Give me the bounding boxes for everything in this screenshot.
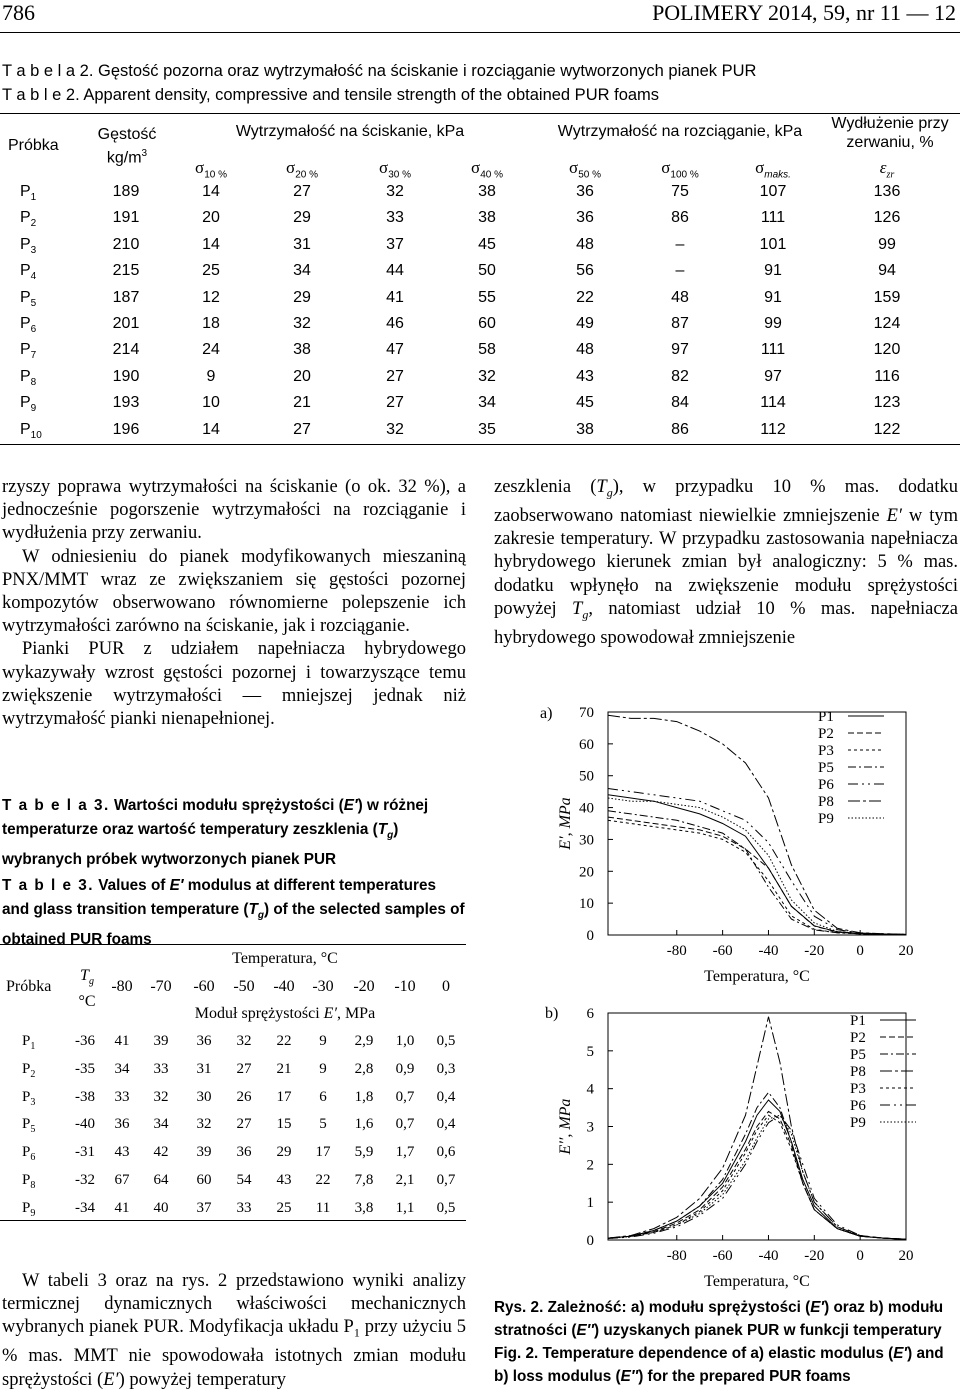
table2-sigma-header: $\sigma_{maks.}$ <box>755 158 791 181</box>
table3-cell: 36 <box>114 1116 130 1133</box>
journal-header: POLIMERY 2014, 59, nr 11 — 12 <box>652 0 956 25</box>
table2-cell: 86 <box>671 420 689 438</box>
table3-row-label: $P_8$ <box>22 1172 36 1191</box>
table2-cell: 32 <box>478 367 496 385</box>
table2-header-sample: Próbka <box>8 137 59 154</box>
table2-cell: 196 <box>112 420 140 438</box>
table2-cell: 38 <box>293 341 311 359</box>
table2-cell: 34 <box>293 262 311 280</box>
table2-cell: 10 <box>202 394 220 412</box>
table3-cell: 0,7 <box>395 1116 415 1133</box>
table3-cell: 17 <box>276 1088 292 1105</box>
figure-caption-pl: Rys. 2. Zależność: a) modułu sprężystości (E′) oraz b) modułu stratności (E′′) uzyskanych pianek PUR w funkcji temperatury <box>494 1299 944 1339</box>
table2-cell: – <box>675 262 685 280</box>
table3-header-sample: Próbka <box>6 978 52 995</box>
chart-legend-label: P2 <box>818 726 834 742</box>
table3-tg-cell: -32 <box>75 1172 95 1188</box>
table3-cell: 36 <box>196 1033 212 1049</box>
table2-cell: 38 <box>576 420 594 438</box>
chart-x-tick-label: 20 <box>898 1248 914 1264</box>
table2-cell: 27 <box>386 367 404 385</box>
table2-cell: 91 <box>764 288 782 306</box>
table3-temp-header: -30 <box>312 978 334 995</box>
table3-cell: 0,4 <box>436 1116 456 1133</box>
table3-cell: 30 <box>196 1088 212 1105</box>
table3-cell: 2,1 <box>395 1172 415 1188</box>
chart-series-line-p9 <box>608 1115 906 1239</box>
table3-cell: 33 <box>153 1060 169 1077</box>
table3-cell: 1,8 <box>354 1088 374 1105</box>
table2-cell: 114 <box>760 394 786 412</box>
table3-tg-cell: -38 <box>75 1088 95 1105</box>
table3-bottom-rule <box>0 1220 466 1221</box>
table2-cell: 97 <box>671 341 689 359</box>
table2-cell: 50 <box>478 262 496 280</box>
table2-header-density-unit: $kg/m^3$ <box>106 148 148 167</box>
table2-cell: 94 <box>878 262 896 280</box>
chart-series-line-p2 <box>608 817 906 935</box>
table3-label-en: T a b l e 3. <box>2 877 94 894</box>
chart-x-tick-label: -20 <box>804 1248 825 1264</box>
table2-cell: 24 <box>202 341 220 359</box>
table3-cell: 9 <box>319 1060 327 1077</box>
chart-y-tick-label: 30 <box>579 832 594 849</box>
table3-tg-cell: -31 <box>75 1144 95 1161</box>
chart-series-line-p3 <box>608 1115 906 1239</box>
table3-cell: 1,7 <box>395 1144 415 1161</box>
table3-temp-header: -70 <box>150 978 172 995</box>
table2-cell: 201 <box>112 315 140 332</box>
chart-panel-label: b) <box>545 1005 559 1022</box>
table3-cell: 54 <box>236 1172 252 1188</box>
table3-row-label: $P_2$ <box>22 1060 36 1080</box>
table3-cell: 37 <box>196 1199 212 1216</box>
table3-cell: 22 <box>276 1033 292 1049</box>
chart-x-tick-label: -20 <box>804 943 825 959</box>
table2-row-label: $P_8$ <box>20 367 37 388</box>
table3-cell: 15 <box>276 1116 292 1133</box>
table3-cell: 60 <box>196 1172 212 1188</box>
table3-cell: 41 <box>114 1199 130 1216</box>
chart-x-tick-label: 0 <box>856 943 864 959</box>
paragraph-right-1: zeszklenia $(T_g)$, w przypadku 10 % mas. dodatku zaobserwowano natomiast niewielkie zmniejszenie E′ w tym zakresie temperatury. W przypadku zastosowania napełniacza hybrydowego kierunek zmian był analogiczny: 5 % mas. dodatku wpłynęło na zwiększenie modułu sprężystości powyżej $T_g$, natomiast udział 10 % mas. napełniacza hybrydowego spowodował zmniejszenie <box>494 477 958 648</box>
table2-cell: 38 <box>478 209 496 227</box>
table2-cell: 44 <box>386 262 404 280</box>
table2-cell: 120 <box>873 341 901 359</box>
table2-header-elongation: Wydłużenie przy zerwaniu, % <box>831 115 949 151</box>
chart-panel-label: a) <box>540 705 553 722</box>
table3-cell: 6 <box>319 1088 327 1105</box>
table3-temp-header: -40 <box>273 978 295 995</box>
chart-legend-label: P5 <box>818 760 834 776</box>
table2-cell: 14 <box>202 235 220 253</box>
table3-cell: 1,0 <box>395 1033 415 1049</box>
table2-caption-en <box>2 86 659 105</box>
table3-cell: 26 <box>236 1088 252 1105</box>
chart-x-tick-label: -40 <box>758 943 779 959</box>
table3-cell: 5 <box>319 1116 327 1133</box>
table2-cell: 107 <box>759 183 787 200</box>
table2-sigma-header: $\sigma_{30 \%}$ <box>379 158 411 181</box>
table3-cell: 0,5 <box>436 1199 456 1216</box>
chart-x-tick-label: 20 <box>898 943 914 959</box>
table2-cell: 55 <box>478 288 496 306</box>
table2-cell: 27 <box>386 394 404 412</box>
chart-y-tick-label: 1 <box>586 1195 594 1212</box>
table2-row-label: $P_7$ <box>20 341 37 362</box>
chart-x-tick-label: 0 <box>856 1248 864 1264</box>
chart-y-tick-label: 10 <box>579 896 594 913</box>
table3-cell: 32 <box>196 1116 212 1133</box>
table2-cell: 27 <box>293 420 311 438</box>
table2-sigma-header: $\sigma_{20 \%}$ <box>286 158 318 181</box>
table3-tg-cell: -36 <box>75 1033 95 1049</box>
table3-row-label: $P_6$ <box>22 1144 36 1164</box>
table2-cell: 191 <box>112 209 140 227</box>
table2-row-label: $P_1$ <box>20 183 37 204</box>
table2-cell: 14 <box>202 420 220 438</box>
table2-cell: 126 <box>873 209 901 227</box>
table2-cell: 82 <box>671 367 689 385</box>
table3-cell: 31 <box>196 1060 212 1077</box>
table2-cell: 214 <box>112 341 140 359</box>
chart-x-tick-label: -80 <box>666 943 687 959</box>
table2-cell: 116 <box>874 367 900 385</box>
table3-caption-en: T a b l e 3. Values of E′ modulus at different temperatures and glass transition temperature $(T_g)$ of the selected samples of obtained PUR foams <box>2 877 465 949</box>
table2-epsilon-header: $\varepsilon_{zr}$ <box>879 158 895 181</box>
chart-y-tick-label: 6 <box>586 1006 594 1022</box>
table2-cell: 48 <box>671 288 689 306</box>
table3-cell: 34 <box>153 1116 169 1133</box>
chart-y-tick-label: 20 <box>579 864 594 881</box>
table2-cell: 123 <box>873 394 901 412</box>
table2-cell: 18 <box>202 315 220 332</box>
chart-y-tick-label: 4 <box>586 1081 594 1098</box>
table2-cell: 45 <box>478 235 496 253</box>
table3-cell: 1,1 <box>395 1199 415 1216</box>
table2-cell: 97 <box>764 367 782 385</box>
chart-series-line-p5 <box>608 811 906 935</box>
table2-cell: 124 <box>873 315 901 332</box>
table2-row-label: $P_{10}$ <box>20 420 42 441</box>
table2-cell: 99 <box>878 235 896 253</box>
table3-cell: 0,9 <box>395 1060 415 1077</box>
table2-row-label: $P_2$ <box>20 209 37 230</box>
chart-legend-label: P8 <box>850 1064 866 1080</box>
table3-header-temperature: Temperatura, °C <box>232 950 338 967</box>
table3-cell: 40 <box>153 1199 169 1216</box>
body-text-left-bottom <box>2 1270 466 1392</box>
table2-sigma-header: $\sigma_{40 \%}$ <box>471 158 503 181</box>
chart-y-axis-label: E′, MPa <box>557 797 574 850</box>
table2-cell: 210 <box>112 235 140 253</box>
table3-cell: 2,8 <box>354 1060 374 1077</box>
table2-cell: 27 <box>293 183 311 200</box>
table3-cell: 22 <box>315 1172 331 1188</box>
table3-temp-header: -80 <box>111 978 133 995</box>
table3-cell: 41 <box>114 1033 130 1049</box>
chart-legend-label: P6 <box>818 777 834 793</box>
table3-row-label: $P_3$ <box>22 1088 36 1108</box>
chart-y-tick-label: 5 <box>586 1043 594 1060</box>
table2-sigma-header: $\sigma_{10 \%}$ <box>195 158 227 181</box>
table2-row-label: $P_4$ <box>20 262 37 283</box>
table3-temp-header: -20 <box>353 978 375 995</box>
table3-cell: 21 <box>276 1060 292 1077</box>
table3-cell: 32 <box>153 1088 169 1105</box>
table2-cell: 99 <box>764 315 782 332</box>
chart-y-tick-label: 60 <box>579 736 594 753</box>
table2-cell: 37 <box>386 235 404 253</box>
table2-cell: 22 <box>576 288 594 306</box>
table3-cell: 64 <box>153 1172 169 1188</box>
table2-row-label: $P_5$ <box>20 288 37 309</box>
chart-series-line-p9 <box>608 798 906 934</box>
table3-cell: 67 <box>114 1172 130 1188</box>
chart-y-axis-label: E′′, MPa <box>557 1098 574 1155</box>
table2-cell: 25 <box>202 262 220 280</box>
table2-cell: 32 <box>386 420 404 438</box>
table2-cell: 48 <box>576 235 594 253</box>
table3-cell: 17 <box>315 1144 331 1161</box>
table2-cell: 36 <box>576 183 594 200</box>
chart-legend-label: P3 <box>818 743 834 759</box>
table3-top-rule <box>0 944 466 945</box>
table3-cell: 39 <box>196 1144 212 1161</box>
table2-cell: 47 <box>386 341 404 359</box>
table3-cell: 27 <box>236 1116 252 1133</box>
table3-row-label: $P_1$ <box>22 1033 36 1052</box>
paragraph-3: Pianki PUR z udziałem napełniacza hybrydowego wykazywały wzrost gęstości pozornej i towarzyszące temu zwiększenie wytrzymałości — mniejszej jednak niż wytrzymałość pianki nienapełnionej. <box>2 639 466 730</box>
table3-cell: 0,6 <box>436 1144 456 1161</box>
table2-caption-en-text: Apparent density, compressive and tensile strength of the obtained PUR foams <box>83 86 660 104</box>
table2-cell: 29 <box>293 288 311 306</box>
chart-x-tick-label: -40 <box>758 1248 779 1264</box>
table2-cell: 91 <box>764 262 782 280</box>
table2-cell: 187 <box>112 288 140 306</box>
table3-label-pl: T a b e l a 3. <box>2 797 110 814</box>
paragraph-2: W odniesieniu do pianek modyfikowanych mieszaniną PNX/MMT wraz ze zwiększaniem się gęstości pozornej kompozytów obserwowano równomierne polepszenie ich wytrzymałości zarówno na ściskanie, jak i rozciąganie. <box>2 546 466 637</box>
table2-cell: 32 <box>386 183 404 200</box>
chart-x-axis-label: Temperatura, °C <box>704 968 810 985</box>
chart-legend-label: P1 <box>818 709 834 725</box>
table2-cell: 49 <box>576 315 594 332</box>
paragraph-bottom: W tabeli 3 oraz na rys. 2 przedstawiono wyniki analizy termicznej dynamicznych właściwości mechanicznych wybranych pianek PUR. Modyfikacja układu $P_1$ przy użyciu 5 % mas. MMT nie spowodowała istotnych zmian modułu sprężystości (E′) powyżej temperatury <box>2 1271 466 1390</box>
chart-legend-label: P9 <box>850 1115 866 1131</box>
table3-cell: 0,3 <box>436 1060 456 1077</box>
chart-y-tick-label: 50 <box>579 768 594 785</box>
chart-y-tick-label: 40 <box>579 800 594 817</box>
table2-cell: 101 <box>759 235 787 253</box>
figure-2 <box>470 690 960 1290</box>
table2-header-density-label: Gęstość <box>97 126 157 143</box>
paragraph-1: rzyszy poprawa wytrzymałości na ściskanie (o ok. 32 %), a jednocześnie pogorszenie wytrzymałości na rozciąganie i wydłużenia przy zerwaniu. <box>2 477 466 544</box>
header-divider <box>0 32 960 33</box>
table2-cell: 9 <box>206 367 216 385</box>
page-number: 786 <box>2 0 35 25</box>
chart-x-tick-label: -80 <box>666 1248 687 1264</box>
table3-cell: 33 <box>236 1199 252 1216</box>
table2-caption-pl-text: Gęstość pozorna oraz wytrzymałość na ściskanie i rozciąganie wytworzonych pianek PUR <box>98 62 757 80</box>
chart-series-line-p3 <box>608 820 906 934</box>
table2-cell: 29 <box>293 209 311 227</box>
table2-label-en: T a b l e 2. <box>2 86 80 104</box>
chart-y-tick-label: 0 <box>586 1233 594 1249</box>
table2-cell: 21 <box>293 394 311 412</box>
table2-label-pl: T a b e l a 2. <box>2 62 94 80</box>
chart-legend-label: P2 <box>850 1030 866 1046</box>
table3-cell: 0,7 <box>395 1088 415 1105</box>
table2-cell: 45 <box>576 394 594 412</box>
table2-cell: 75 <box>671 183 689 200</box>
table2-cell: 46 <box>386 315 404 332</box>
table3-row-label: $P_9$ <box>22 1199 36 1219</box>
table2-cell: 41 <box>386 288 404 306</box>
table3-temp-header: -10 <box>394 978 416 995</box>
table2-cell: 56 <box>576 262 594 280</box>
table3-cell: 7,8 <box>354 1172 374 1188</box>
table3-cell: 29 <box>276 1144 292 1161</box>
table2-cell: 193 <box>112 394 140 412</box>
chart-legend-label: P8 <box>818 794 834 810</box>
table2-cell: 32 <box>293 315 311 332</box>
chart-series-line-p6 <box>608 789 906 935</box>
table2-cell: 38 <box>478 183 496 200</box>
table3-cell: 0,5 <box>436 1033 456 1049</box>
table3-cell: 43 <box>276 1172 292 1188</box>
chart-legend-label: P3 <box>850 1081 866 1097</box>
table2-cell: 136 <box>873 183 901 200</box>
table2-cell: 43 <box>576 367 594 385</box>
chart-y-tick-label: 70 <box>579 705 594 721</box>
chart-y-tick-label: 0 <box>586 928 594 944</box>
table2-cell: 190 <box>112 367 140 385</box>
table3-cell: 32 <box>236 1033 252 1049</box>
table2-cell: 189 <box>112 183 140 200</box>
table2-caption-pl <box>2 62 756 81</box>
table3-temp-header: -60 <box>193 978 215 995</box>
table2-cell: 33 <box>386 209 404 227</box>
table2-cell: 111 <box>760 209 786 227</box>
table3-temp-header: -50 <box>233 978 255 995</box>
chart-series-line-p6 <box>608 1115 906 1239</box>
table2-cell: 215 <box>112 262 140 280</box>
chart-y-tick-label: 2 <box>586 1157 594 1174</box>
table3-cell: 3,8 <box>354 1199 374 1216</box>
table2-cell: 112 <box>760 420 786 438</box>
table3-tg-cell: -40 <box>75 1116 95 1133</box>
table3-cell: 43 <box>114 1144 130 1161</box>
table2-cell: 31 <box>293 235 311 253</box>
table3-caption-pl: T a b e l a 3. Wartości modułu sprężystości (E′) w różnej temperaturze oraz wartość temperatury zeszklenia $(T_g)$ wybranych próbek wytworzonych pianek PUR <box>2 797 429 869</box>
table3-cell: 9 <box>319 1033 327 1049</box>
table3-header-tg: $T_g$ °C <box>78 967 96 1011</box>
table2-cell: 34 <box>478 394 496 412</box>
chart-x-tick-label: -60 <box>712 943 733 959</box>
table2-cell: 111 <box>760 341 786 359</box>
chart-y-tick-label: 3 <box>586 1119 594 1136</box>
table2-cell: 48 <box>576 341 594 359</box>
table2-row-label: $P_6$ <box>20 315 37 336</box>
chart-legend-label: P6 <box>850 1098 866 1114</box>
table3-header-modulus: Moduł sprężystości E′, MPa <box>194 1005 376 1022</box>
figure-caption-en: Fig. 2. Temperature dependence of a) elastic modulus (E′) and b) loss modulus (E′′) for the prepared PUR foams <box>494 1345 944 1385</box>
table2-top-rule <box>0 113 960 114</box>
table2-cell: 36 <box>576 209 594 227</box>
chart-legend-label: P9 <box>818 811 834 827</box>
table3-cell: 36 <box>236 1144 252 1161</box>
table3-cell: 11 <box>315 1199 331 1216</box>
table2-cell: – <box>675 235 685 253</box>
table2-cell: 20 <box>293 367 311 385</box>
table3-cell: 2,9 <box>354 1033 374 1049</box>
table3-cell: 25 <box>276 1199 292 1216</box>
chart-legend-label: P1 <box>850 1013 866 1029</box>
body-text-left-top <box>2 476 466 731</box>
table3-cell: 39 <box>153 1033 169 1049</box>
chart-series-line-p1 <box>608 795 906 935</box>
chart-x-axis-label: Temperatura, °C <box>704 1273 810 1290</box>
table3-cell: 0,7 <box>436 1172 456 1188</box>
table2-cell: 86 <box>671 209 689 227</box>
table3-cell: 42 <box>153 1144 169 1161</box>
table3-temp-header: 0 <box>442 978 450 995</box>
table2-bottom-rule <box>0 444 960 445</box>
table2-cell: 20 <box>202 209 220 227</box>
table2-header-compressive: Wytrzymałość na ściskanie, kPa <box>235 123 465 140</box>
table3-cell: 27 <box>236 1060 252 1077</box>
table3-row-label: $P_5$ <box>22 1116 36 1136</box>
table2-sigma-header: $\sigma_{50 \%}$ <box>569 158 601 181</box>
body-text-right-top <box>494 476 958 650</box>
table2-cell: 122 <box>873 420 901 438</box>
figure-caption <box>494 1296 960 1388</box>
table3-cell: 33 <box>114 1088 130 1105</box>
table2-cell: 14 <box>202 183 220 200</box>
table3-cell: 0,4 <box>436 1088 456 1105</box>
table2-cell: 84 <box>671 394 689 412</box>
table2-cell: 12 <box>202 288 220 306</box>
table3-cell: 34 <box>114 1060 130 1077</box>
table3-cell: 1,6 <box>354 1116 374 1133</box>
table2-cell: 87 <box>671 315 689 332</box>
table2-row-label: $P_9$ <box>20 394 37 415</box>
table3-tg-cell: -34 <box>75 1199 95 1216</box>
table3-tg-cell: -35 <box>75 1060 95 1077</box>
table2-cell: 58 <box>478 341 496 359</box>
chart-x-tick-label: -60 <box>712 1248 733 1264</box>
chart-series-line-p8 <box>608 715 906 934</box>
table3-cell: 5,9 <box>354 1144 374 1161</box>
table2-cell: 35 <box>478 420 496 438</box>
table2-cell: 60 <box>478 315 496 332</box>
chart-legend-label: P5 <box>850 1047 866 1063</box>
table2-cell: 159 <box>873 288 901 306</box>
table2-sigma-header: $\sigma_{100 \%}$ <box>661 158 699 181</box>
table2-row-label: $P_3$ <box>20 235 37 256</box>
table2-header-tensile: Wytrzymałość na rozciąganie, kPa <box>557 123 803 140</box>
